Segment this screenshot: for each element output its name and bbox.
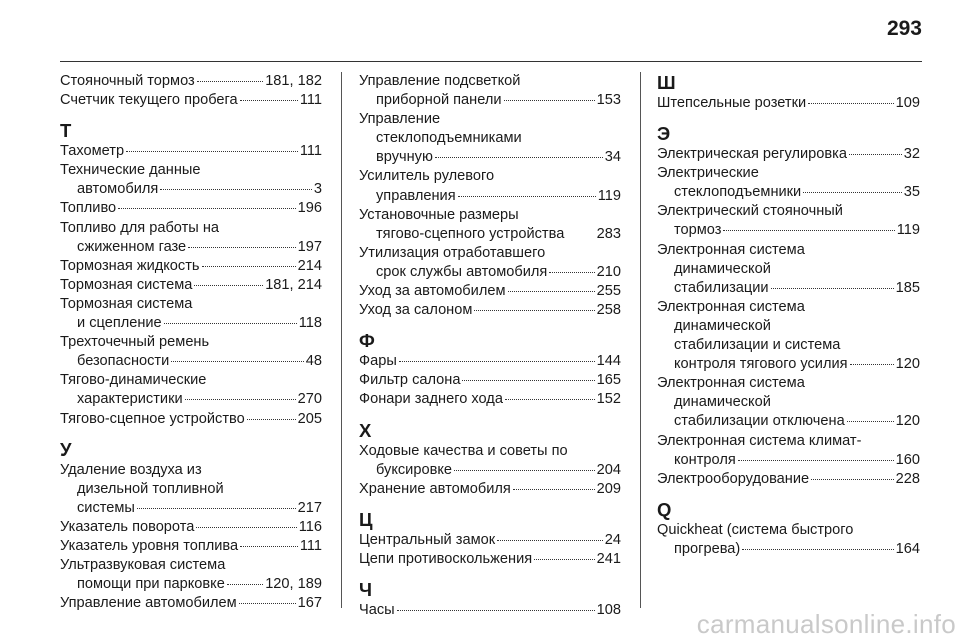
index-entry-text: контроля тягового усилия — [674, 356, 848, 373]
index-page-ref: 160 — [895, 451, 920, 468]
index-letter-heading: Ф — [359, 330, 375, 352]
index-entry-text: Электрооборудование — [657, 470, 810, 487]
index-page-ref: 181, 182 — [265, 73, 322, 89]
index-page-ref: 209 — [596, 480, 621, 497]
index-entry-line — [359, 129, 621, 148]
index-entry-line — [657, 164, 920, 183]
index-page-ref: 210 — [596, 263, 621, 280]
dot-leader — [435, 157, 603, 158]
index-entry — [657, 94, 920, 113]
index-entry-line — [359, 187, 621, 206]
index-entry-text: Управление автомобилем — [60, 595, 237, 612]
index-entry — [359, 72, 621, 110]
index-entry-text: Технические данные — [60, 162, 201, 179]
dot-leader — [742, 549, 893, 550]
dot-leader — [160, 189, 312, 190]
index-entry — [60, 219, 322, 257]
dot-leader — [723, 230, 894, 231]
index-page-ref: 48 — [305, 353, 322, 370]
index-entry-text: Топливо — [60, 200, 117, 217]
index-entry-text: автомобиля — [77, 181, 159, 198]
index-entry-line — [60, 161, 322, 180]
index-entry — [359, 531, 621, 550]
header-rule — [60, 61, 922, 62]
dot-leader — [126, 151, 298, 152]
index-entry-line — [60, 410, 322, 429]
index-entry-line — [60, 219, 322, 238]
index-entry-text: Тахометр — [60, 143, 125, 160]
index-page-ref: 34 — [604, 149, 621, 166]
index-entry-line — [60, 238, 322, 257]
index-entry-text: Цепи противоскольжения — [359, 550, 533, 567]
index-entry-line — [359, 206, 621, 225]
dot-leader — [239, 603, 296, 604]
dot-leader — [811, 479, 894, 480]
index-page-ref: 241 — [596, 550, 621, 567]
index-page-ref: 153 — [596, 92, 621, 109]
index-page-ref: 111 — [299, 537, 322, 554]
index-page-ref: 111 — [299, 143, 322, 160]
index-entry-text: Ходовые качества и советы по — [359, 442, 568, 459]
index-entry — [60, 257, 322, 276]
dot-leader — [849, 154, 902, 155]
index-entry-text: Электрическая регулировка — [657, 146, 847, 163]
index-entry-text: Установочные размеры — [359, 206, 519, 223]
dot-leader — [850, 364, 894, 365]
index-entry-line — [60, 352, 322, 371]
index-entry-text: вручную — [376, 149, 433, 166]
index-entry-line — [60, 276, 322, 295]
index-entry-line — [657, 336, 920, 355]
index-entry — [60, 556, 322, 594]
index-entry — [657, 432, 920, 470]
index-entry-text: Утилизация отработавшего — [359, 244, 546, 261]
index-entry-line — [60, 594, 322, 613]
index-entry-text: Тягово-динамические — [60, 372, 207, 389]
index-entry-line — [657, 393, 920, 412]
dot-leader — [549, 272, 594, 273]
index-page-ref: 204 — [596, 461, 621, 478]
index-page-ref: 205 — [297, 410, 322, 427]
index-entry-line — [359, 442, 621, 461]
index-entry-text: стабилизации — [674, 279, 769, 296]
index-entry-line — [657, 279, 920, 298]
dot-leader — [118, 208, 295, 209]
dot-leader — [240, 546, 298, 547]
index-page-ref: 165 — [596, 372, 621, 389]
index-entry-line — [359, 461, 621, 480]
index-entry-line — [359, 601, 621, 620]
dot-leader — [847, 421, 894, 422]
index-entry-line — [60, 91, 322, 110]
index-column-3 — [657, 72, 920, 559]
index-entry-text: системы — [77, 499, 135, 516]
index-entry — [60, 295, 322, 333]
index-entry-line — [60, 333, 322, 352]
dot-leader — [188, 247, 295, 248]
index-entry-line — [657, 94, 920, 113]
index-entry-text: срок службы автомобиля — [376, 263, 548, 280]
index-column-2 — [359, 72, 621, 620]
index-entry-line — [359, 480, 621, 499]
index-letter-heading: Q — [657, 498, 672, 520]
dot-leader — [505, 399, 595, 400]
index-entry-text: безопасности — [77, 353, 170, 370]
index-entry-line — [657, 145, 920, 164]
index-entry — [60, 461, 322, 518]
index-entry-line — [359, 371, 621, 390]
index-entry-line — [657, 202, 920, 221]
index-page-ref: 217 — [297, 499, 322, 516]
index-page-ref: 119 — [896, 222, 920, 239]
index-entry-text: помощи при парковке — [77, 576, 225, 593]
dot-leader — [534, 559, 595, 560]
index-entry-text: Фары — [359, 353, 397, 370]
dot-leader — [185, 399, 296, 400]
index-entry-line — [359, 167, 621, 186]
index-entry-line — [657, 298, 920, 317]
index-entry-line — [60, 480, 322, 499]
index-page-ref: 258 — [596, 302, 621, 319]
dot-leader — [474, 310, 594, 311]
index-entry-text: Фонари заднего хода — [359, 391, 503, 408]
index-entry — [359, 390, 621, 409]
index-letter-heading: Э — [657, 123, 671, 145]
dot-leader — [462, 380, 594, 381]
index-entry-text: буксировке — [376, 461, 452, 478]
index-entry — [359, 167, 621, 205]
index-entry — [359, 206, 621, 244]
index-page-ref: 181, 214 — [265, 276, 322, 293]
index-page-ref: 120 — [895, 413, 920, 430]
index-entry-line — [657, 451, 920, 470]
index-entry-text: Тормозная жидкость — [60, 257, 200, 274]
index-entry — [60, 199, 322, 218]
index-page-ref: 214 — [297, 257, 322, 274]
index-entry — [60, 594, 322, 613]
index-entry-line — [657, 521, 920, 540]
index-entry-text: Стояночный тормоз — [60, 73, 195, 89]
index-entry — [60, 537, 322, 556]
index-entry — [657, 521, 920, 559]
dot-leader — [504, 100, 595, 101]
index-letter-heading: У — [60, 438, 72, 460]
dot-leader — [497, 540, 603, 541]
index-page-ref: 283 — [596, 225, 621, 242]
index-entry-line — [359, 301, 621, 320]
dot-leader — [171, 361, 304, 362]
index-page-ref: 228 — [895, 470, 920, 487]
index-entry-line — [359, 72, 621, 91]
index-page-ref: 144 — [596, 353, 621, 370]
index-letter-heading: Ц — [359, 508, 373, 530]
index-entry-text: Фильтр салона — [359, 372, 461, 389]
index-entry-text: тормоз — [674, 222, 722, 239]
index-entry — [359, 550, 621, 569]
index-entry — [60, 91, 322, 110]
index-entry-text: Указатель уровня топлива — [60, 537, 239, 554]
index-entry-line — [657, 183, 920, 202]
dot-leader — [803, 192, 902, 193]
dot-leader — [164, 323, 297, 324]
index-entry-line — [60, 199, 322, 218]
index-entry-line — [657, 221, 920, 240]
index-entry-text: Хранение автомобиля — [359, 480, 511, 497]
index-entry-line — [657, 260, 920, 279]
index-page-ref: 116 — [298, 518, 322, 535]
index-entry-text: приборной панели — [376, 92, 502, 109]
dot-leader — [399, 361, 595, 362]
index-entry-line — [359, 148, 621, 167]
index-entry-line — [359, 550, 621, 569]
dot-leader — [202, 266, 296, 267]
index-entry-text: Электрический стояночный — [657, 203, 843, 220]
index-entry-text: стабилизации и система — [674, 337, 841, 354]
index-page-ref: 120 — [895, 356, 920, 373]
index-entry-text: и сцепление — [77, 315, 162, 332]
index-page-ref: 111 — [299, 92, 322, 109]
index-entry-text: тягово-сцепного устройства — [376, 225, 565, 242]
index-entry-text: динамической — [674, 260, 771, 277]
index-entry-line — [60, 314, 322, 333]
index-entry — [359, 282, 621, 301]
index-entry-line — [657, 432, 920, 451]
index-page-ref: 108 — [596, 601, 621, 618]
dot-leader — [808, 103, 894, 104]
index-page-ref: 196 — [297, 200, 322, 217]
index-page-ref: 270 — [297, 391, 322, 408]
index-entry-line — [657, 374, 920, 393]
index-page-ref: 24 — [604, 531, 621, 548]
page-number: 293 — [886, 17, 922, 40]
index-entry-line — [359, 352, 621, 371]
index-entry-text: Управление — [359, 111, 441, 128]
dot-leader — [196, 527, 296, 528]
index-page-ref: 109 — [895, 95, 920, 111]
index-entry-text: дизельной топливной — [77, 480, 224, 497]
index-entry-text: Уход за автомобилем — [359, 283, 506, 300]
index-page-ref: 35 — [903, 184, 920, 201]
index-entry — [359, 371, 621, 390]
index-entry-line — [60, 518, 322, 537]
index-entry-text: Усилитель рулевого — [359, 168, 495, 185]
index-entry-text: Ультразвуковая система — [60, 557, 226, 574]
index-letter-heading: Ш — [657, 72, 676, 93]
index-entry-text: Трехточечный ремень — [60, 334, 210, 351]
index-entry — [359, 244, 621, 282]
index-entry-text: Тягово-сцепное устройство — [60, 410, 245, 427]
index-entry-text: стеклоподъемниками — [376, 130, 522, 147]
index-entry-text: Электронная система климат- — [657, 432, 862, 449]
index-entry-line — [60, 180, 322, 199]
dot-leader — [240, 100, 298, 101]
index-entry — [359, 352, 621, 371]
index-entry-text: стеклоподъемники — [674, 184, 802, 201]
index-entry-line — [60, 575, 322, 594]
index-entry-line — [359, 390, 621, 409]
index-entry — [359, 301, 621, 320]
dot-leader — [227, 584, 263, 585]
index-entry-text: Электронная система — [657, 298, 805, 315]
index-entry-text: Штепсельные розетки — [657, 95, 807, 111]
index-entry-line — [60, 257, 322, 276]
index-entry-line — [657, 317, 920, 336]
index-entry — [657, 145, 920, 164]
index-entry-text: стабилизации отключена — [674, 413, 845, 430]
index-page-ref: 3 — [313, 181, 322, 198]
index-entry — [359, 442, 621, 480]
index-page-ref: 120, 189 — [265, 576, 322, 593]
index-entry — [657, 241, 920, 298]
index-page-ref: 255 — [596, 283, 621, 300]
dot-leader — [458, 196, 596, 197]
index-entry-text: Часы — [359, 601, 395, 618]
index-entry — [60, 410, 322, 429]
index-letter-heading: Т — [60, 120, 72, 142]
index-entry — [657, 374, 920, 431]
index-entry-line — [657, 241, 920, 260]
index-entry-line — [359, 282, 621, 301]
dot-leader — [247, 419, 296, 420]
index-entry-text: динамической — [674, 317, 771, 334]
index-entry-line — [60, 390, 322, 409]
dot-leader — [513, 489, 595, 490]
dot-leader — [197, 81, 263, 82]
index-entry-text: Счетчик текущего пробега — [60, 92, 238, 109]
index-page-ref: 164 — [895, 540, 920, 557]
index-entry-line — [359, 225, 621, 244]
index-entry-text: управления — [376, 187, 456, 204]
index-entry-text: Тормозная система — [60, 276, 193, 293]
index-entry — [60, 333, 322, 371]
index-entry — [60, 161, 322, 199]
index-entry-line — [60, 142, 322, 161]
index-entry — [657, 470, 920, 489]
index-entry-line — [60, 72, 322, 91]
dot-leader — [508, 291, 595, 292]
index-page-ref: 32 — [903, 146, 920, 163]
index-entry — [359, 480, 621, 499]
index-entry-line — [60, 556, 322, 575]
index-entry-text: Электронная система — [657, 241, 805, 258]
index-column-1 — [60, 72, 322, 613]
watermark: carmanualsonline.info — [696, 609, 956, 639]
dot-leader — [454, 470, 595, 471]
index-entry-text: Управление подсветкой — [359, 73, 521, 89]
index-entry-line — [359, 91, 621, 110]
index-entry-text: динамической — [674, 394, 771, 411]
index-entry-line — [657, 355, 920, 374]
index-entry — [359, 110, 621, 167]
index-entry-line — [60, 461, 322, 480]
column-divider — [341, 72, 342, 608]
index-entry-line — [60, 537, 322, 556]
index-entry-text: Удаление воздуха из — [60, 461, 202, 478]
index-entry-line — [359, 531, 621, 550]
index-entry-line — [657, 412, 920, 431]
index-entry-line — [60, 371, 322, 390]
index-letter-heading: Х — [359, 419, 372, 441]
index-entry-line — [359, 263, 621, 282]
index-entry-text: Центральный замок — [359, 531, 496, 548]
index-entry-text: характеристики — [77, 391, 183, 408]
index-entry — [60, 142, 322, 161]
index-entry-text: Электронная система — [657, 375, 805, 392]
index-letter-heading: Ч — [359, 578, 372, 600]
index-entry-line — [657, 540, 920, 559]
index-entry-line — [60, 499, 322, 518]
index-entry — [60, 72, 322, 91]
index-entry — [60, 371, 322, 409]
index-page-ref: 152 — [596, 391, 621, 408]
index-entry-line — [657, 470, 920, 489]
index-entry-line — [60, 295, 322, 314]
index-entry-text: прогрева) — [674, 540, 741, 557]
index-page-ref: 167 — [297, 595, 322, 612]
index-page-ref: 119 — [597, 187, 621, 204]
dot-leader — [194, 285, 263, 286]
index-entry-text: Топливо для работы на — [60, 219, 219, 236]
dot-leader — [738, 460, 894, 461]
index-entry-line — [359, 110, 621, 129]
index-page-ref: 197 — [297, 238, 322, 255]
index-entry-text: сжиженном газе — [77, 238, 187, 255]
index-entry — [657, 164, 920, 202]
index-entry-text: контроля — [674, 451, 736, 468]
index-entry-text: Уход за салоном — [359, 302, 473, 319]
index-entry — [60, 276, 322, 295]
index-entry — [657, 298, 920, 374]
index-page-ref: 185 — [895, 279, 920, 296]
index-entry — [657, 202, 920, 240]
index-entry-text: Электрические — [657, 165, 759, 182]
dot-leader — [397, 610, 595, 611]
dot-leader — [771, 288, 894, 289]
index-entry-text: Указатель поворота — [60, 518, 195, 535]
index-entry — [359, 601, 621, 620]
dot-leader — [137, 508, 296, 509]
index-entry-text: Тормозная система — [60, 295, 193, 312]
index-page-ref: 118 — [298, 315, 322, 332]
column-divider — [640, 72, 641, 608]
index-entry — [60, 518, 322, 537]
index-entry-text: Quickheat (система быстрого — [657, 521, 854, 538]
index-entry-line — [359, 244, 621, 263]
